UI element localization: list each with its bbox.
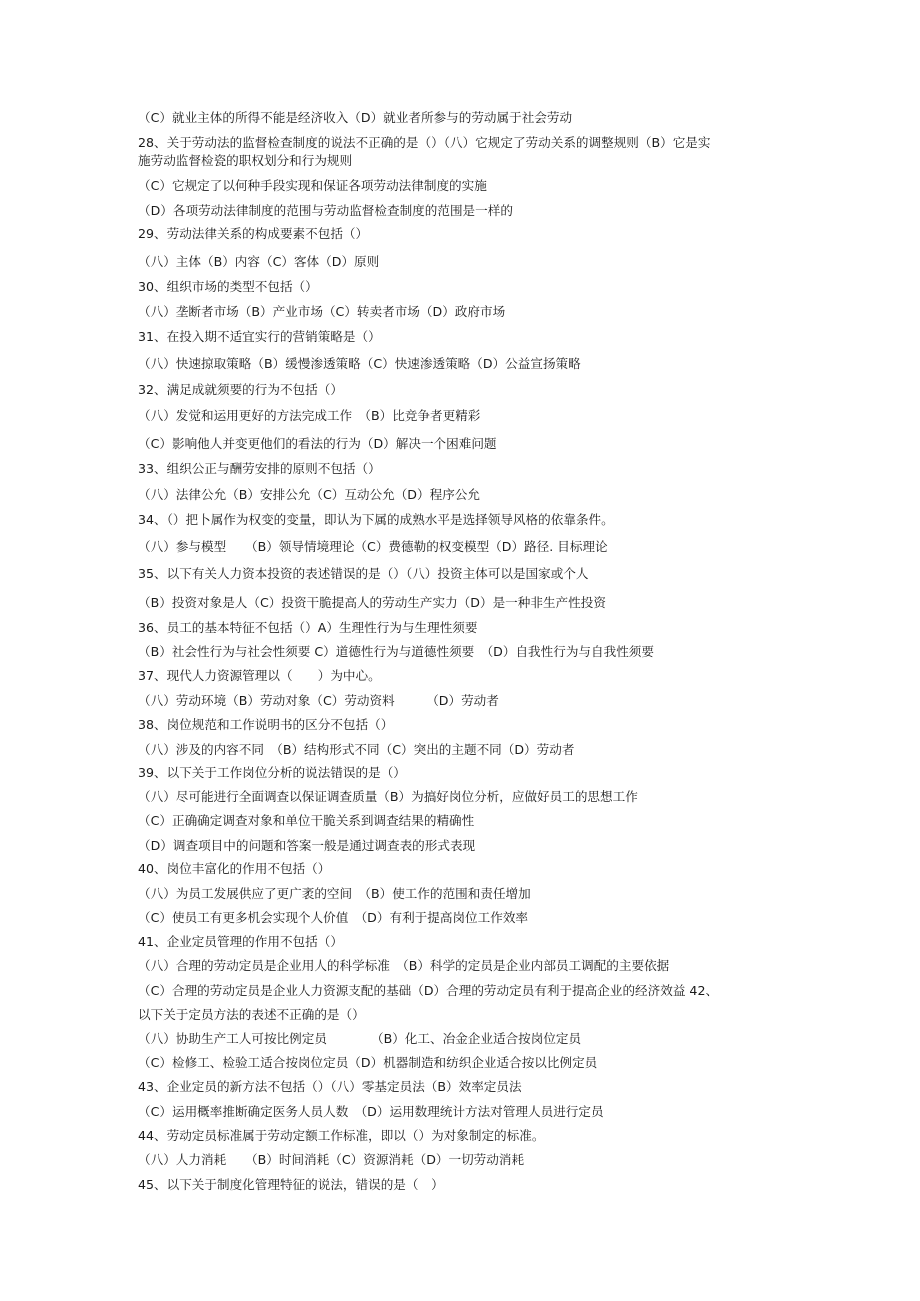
option-line: （八）快速掠取策略（B）缓慢渗透策略（C）快速渗透策略（D）公益宣扬策略 <box>138 356 581 371</box>
option-line: （C）检修工、检验工适合按岗位定员（D）机器制造和纺织企业适合按以比例定员 <box>138 1055 598 1070</box>
question-line: 施劳动监督检瓷的职权划分和行为规则 <box>138 153 353 168</box>
question-line: 36、员工的基本特征不包括（）A）生理性行为与生理性须要 <box>138 620 478 635</box>
option-line: （八）合理的劳动定员是企业用人的科学标准 （B）科学的定员是企业内部员工调配的主要依据 <box>138 958 670 973</box>
question-line: 以下关于定员方法的表述不正确的是（） <box>138 1007 365 1022</box>
question-line: 28、关于劳动法的监督检查制度的说法不正确的是（）（八）它规定了劳动关系的调整规则（B）它是实 <box>138 135 711 150</box>
option-line: （八）法律公允（B）安排公允（C）互动公允（D）程序公允 <box>138 487 480 502</box>
question-line: 34、（）把卜属作为权变的变量，即认为下属的成熟水平是选择领导风格的依靠条件。 <box>138 512 614 527</box>
option-line: （C）影响他人并变更他们的看法的行为（D）解决一个困难问题 <box>138 436 497 451</box>
option-line: （八）垄断者市场（B）产业市场（C）转卖者市场（D）政府市场 <box>138 304 506 319</box>
question-line: 43、企业定员的新方法不包括（）（八）零基定员法（B）效率定员法 <box>138 1079 522 1094</box>
option-line: （C）就业主体的所得不能是经济收入（D）就业者所参与的劳动属于社会劳动 <box>138 110 573 125</box>
option-line: （C）合理的劳动定员是企业人力资源支配的基础（D）合理的劳动定员有利于提高企业的经济效益 42、 <box>138 983 719 998</box>
option-line: （八）参与模型 （B）领导情境理论（C）费德勒的权变模型（D）路径. 目标理论 <box>138 539 608 554</box>
option-line: （八）发觉和运用更好的方法完成工作 （B）比竞争者更精彩 <box>138 408 481 423</box>
option-line: （B）社会性行为与社会性须要 C）道德性行为与道德性须要 （D）自我性行为与自我性须要 <box>138 644 654 659</box>
question-line: 37、现代人力资源管理以（ ）为中心。 <box>138 668 381 683</box>
option-line: （八）主体（B）内容（C）客体（D）原则 <box>138 254 380 269</box>
question-line: 35、以下有关人力资本投资的表述错误的是（）（八）投资主体可以是国家或个人 <box>138 566 589 581</box>
option-line: （C）使员工有更多机会实现个人价值 （D）有利于提高岗位工作效率 <box>138 910 529 925</box>
question-line: 44、劳动定员标准属于劳动定额工作标准，即以（）为对象制定的标准。 <box>138 1128 545 1143</box>
option-line: （C）运用概率推断确定医务人员人数 （D）运用数理统计方法对管理人员进行定员 <box>138 1104 604 1119</box>
option-line: （C）它规定了以何种手段实现和保证各项劳动法律制度的实施 <box>138 178 487 193</box>
option-line: （D）各项劳动法律制度的范围与劳动监督检查制度的范围是一样的 <box>138 203 513 218</box>
question-line: 41、企业定员管理的作用不包括（） <box>138 934 343 949</box>
question-line: 32、满足成就须要的行为不包括（） <box>138 382 343 397</box>
option-line: （八）涉及的内容不同 （B）结构形式不同（C）突出的主题不同（D）劳动者 <box>138 742 575 757</box>
question-line: 29、劳动法律关系的构成要素不包括（） <box>138 226 369 241</box>
question-line: 45、以下关于制度化管理特征的说法，错误的是（ ） <box>138 1177 444 1192</box>
option-line: （八）协助生产工人可按比例定员 （B）化工、冶金企业适合按岗位定员 <box>138 1031 582 1046</box>
option-line: （八）尽可能进行全面调查以保证调查质量（B）为搞好岗位分析，应做好员工的思想工作 <box>138 789 638 804</box>
question-line: 38、岗位规范和工作说明书的区分不包括（） <box>138 717 394 732</box>
option-line: （八）人力消耗 （B）时间消耗（C）资源消耗（D）一切劳动消耗 <box>138 1152 525 1167</box>
question-line: 31、在投入期不适宜实行的营销策略是（） <box>138 329 381 344</box>
question-line: 30、组织市场的类型不包括（） <box>138 279 318 294</box>
option-line: （C）正确确定调查对象和单位干脆关系到调查结果的精确性 <box>138 813 475 828</box>
option-line: （B）投资对象是人（C）投资干脆提高人的劳动生产实力（D）是一种非生产性投资 <box>138 595 606 610</box>
question-line: 33、组织公正与酬劳安排的原则不包括（） <box>138 461 381 476</box>
option-line: （八）为员工发展供应了更广袤的空间 （B）使工作的范围和责任增加 <box>138 886 531 901</box>
question-line: 39、以下关于工作岗位分析的说法错误的是（） <box>138 765 406 780</box>
question-line: 40、岗位丰富化的作用不包括（） <box>138 861 331 876</box>
option-line: （D）调查项目中的问题和答案一般是通过调查表的形式表现 <box>138 838 476 853</box>
option-line: （八）劳动环境（B）劳动对象（C）劳动资料 （D）劳动者 <box>138 693 499 708</box>
